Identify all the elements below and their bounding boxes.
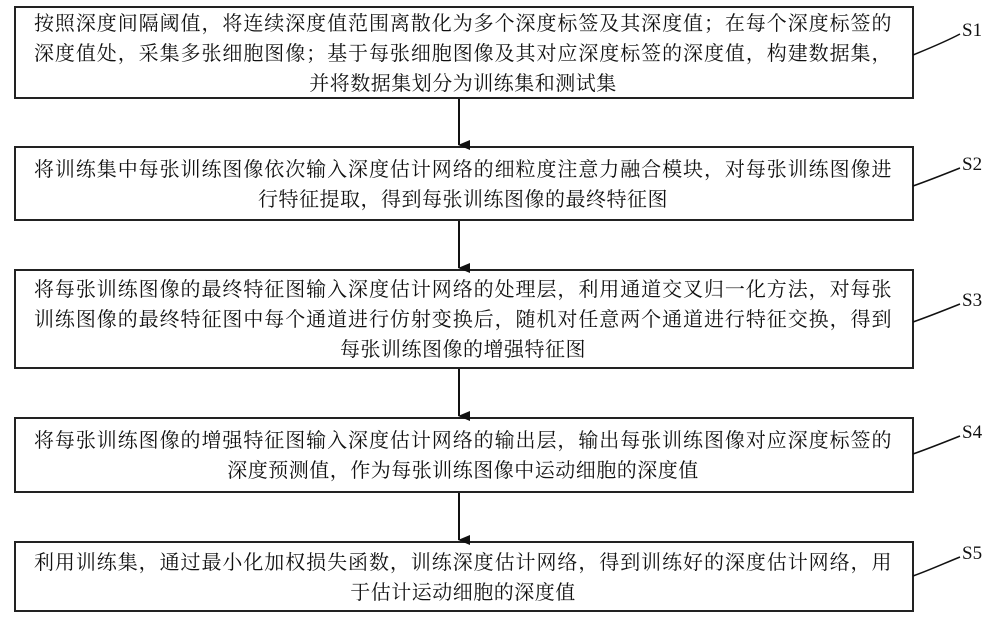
step-text-s3: 将每张训练图像的最终特征图输入深度估计网络的处理层，利用通道交叉归一化方法，对每张训练图像的最终特征图中每个通道进行仿射变换后，随机对任意两个通道进行特征交换，得到每张训练图像的增强特征图 (34, 277, 892, 361)
step-label-s4: S4 (962, 422, 983, 443)
leader-line-s3 (913, 304, 960, 322)
step-label-s5: S5 (962, 543, 983, 564)
step-text-s1: 按照深度间隔阈值，将连续深度值范围离散化为多个深度标签及其深度值；在每个深度标签的深度值处，采集多张细胞图像；基于每张细胞图像及其对应深度标签的深度值，构建数据集，并将数据集划分为训练集和测试集 (34, 10, 892, 95)
leader-line-s1 (913, 34, 960, 55)
step-text-s2: 将训练集中每张训练图像依次输入深度估计网络的细粒度注意力融合模块，对每张训练图像进行特征提取，得到每张训练图像的最终特征图 (34, 156, 892, 211)
step-label-s3: S3 (962, 290, 983, 311)
leader-line-s4 (913, 436, 960, 454)
step-label-s2: S2 (962, 154, 983, 175)
step-label-s1: S1 (962, 20, 983, 41)
leader-line-s2 (913, 168, 960, 186)
step-text-s4: 将每张训练图像的增强特征图输入深度估计网络的输出层，输出每张训练图像对应深度标签的深度预测值，作为每张训练图像中运动细胞的深度值 (34, 428, 892, 482)
step-text-s5: 利用训练集，通过最小化加权损失函数，训练深度估计网络，得到训练好的深度估计网络，用于估计运动细胞的深度值 (34, 549, 892, 604)
leader-line-s5 (913, 557, 960, 576)
